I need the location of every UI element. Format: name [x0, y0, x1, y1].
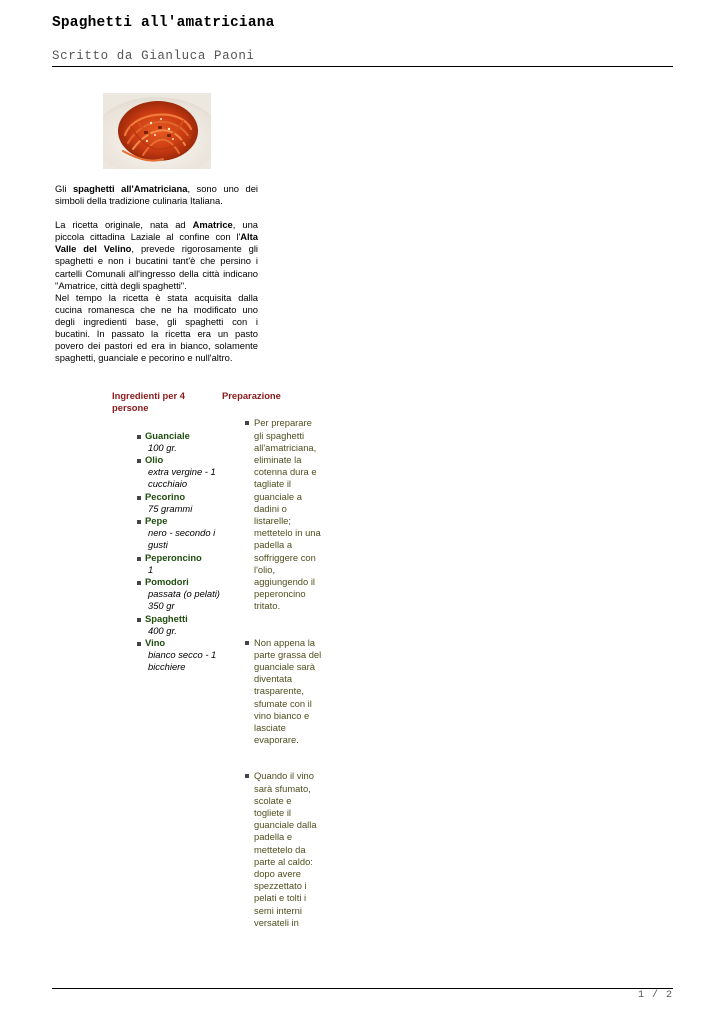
ingredient-name: Spaghetti [145, 612, 188, 624]
ingredient-item [112, 576, 222, 613]
ingredient-name: Peperoncino [145, 551, 202, 563]
bullet-square-icon [137, 520, 141, 524]
spaghetti-photo [103, 93, 211, 169]
author-byline: Scritto da Gianluca Paoni [52, 49, 255, 63]
ingredient-name: Pecorino [145, 490, 186, 502]
bullet-square-icon [137, 435, 141, 439]
ingredient-name: Guanciale [145, 429, 190, 441]
ingredient-item [112, 430, 222, 454]
ingredient-item [112, 454, 222, 491]
intro-paragraph-1 [55, 183, 258, 207]
preparation-step-text: Quando il vino sarà sfumato, scolate e togliete il guanciale dalla padella e mettetelo da parte al caldo: dopo avere spezzettato i pelati e tolti i semi interni versateli in [254, 770, 317, 928]
bullet-square-icon [245, 774, 249, 778]
bullet-square-icon [137, 496, 141, 500]
body-text: Nel tempo la ricetta è stata acquisita dalla cucina romanesca che ne ha modificato uno degli ingredienti base, gli spaghetti con i bucatini. In passato la ricetta era un pasto povero dei pastori ed era in bianco, solamente spaghetti, guanciale e pecorino e null'altro. [55, 291, 258, 364]
ingredient-quantity: extra vergine - 1 cucchiaio [148, 466, 216, 490]
bullet-square-icon [245, 421, 249, 425]
ingredient-name: Vino [145, 637, 166, 649]
ingredients-heading: Ingredienti per 4 persone [112, 390, 185, 414]
ingredient-quantity: passata (o pelati) 350 gr [148, 588, 220, 612]
ingredient-item [112, 515, 222, 552]
ingredient-name: Olio [145, 454, 164, 465]
body-text: , una piccola cittadina Laziale al confine con l' [55, 219, 259, 243]
ingredient-item [112, 637, 222, 674]
footer-divider [52, 988, 673, 989]
preparation-step-text: Non appena la parte grassa del guanciale sarà diventata trasparente, sfumate con il vino bianco e lasciate evaporare. [254, 636, 322, 746]
preparation-heading: Preparazione [222, 390, 281, 401]
ingredient-quantity: 1 [148, 563, 154, 575]
bullet-square-icon [137, 618, 141, 622]
ingredient-quantity: nero - secondo i gusti [148, 527, 216, 551]
bullet-square-icon [137, 557, 141, 561]
header-divider [52, 66, 673, 67]
bullet-square-icon [137, 642, 141, 646]
bullet-square-icon [137, 581, 141, 585]
page-number: 1 / 2 [637, 990, 673, 1001]
body-text: , sono uno dei simboli della tradizione culinaria Italiana. [55, 183, 258, 207]
body-text: Gli [55, 183, 73, 194]
ingredient-name: Pomodori [145, 576, 189, 588]
ingredients-section [112, 390, 222, 674]
intro-text [55, 183, 258, 364]
ingredient-quantity: 100 gr. [148, 441, 177, 453]
ingredient-quantity: 400 gr. [148, 624, 177, 636]
bullet-square-icon [245, 641, 249, 645]
page-title: Spaghetti all'amatriciana [52, 15, 275, 31]
preparation-steps [222, 417, 332, 929]
preparation-step [222, 637, 322, 747]
preparation-step [222, 770, 322, 929]
preparation-step [222, 417, 322, 612]
ingredient-quantity: bianco secco - 1 bicchiere [148, 649, 217, 673]
emphasis-text: Alta Valle del Velino [55, 231, 258, 255]
bullet-square-icon [137, 459, 141, 463]
intro-paragraph-3 [55, 292, 258, 365]
emphasis-text: spaghetti all'Amatriciana [72, 183, 188, 194]
ingredient-item [112, 613, 222, 637]
emphasis-text: Amatrice [192, 219, 233, 231]
ingredient-name: Pepe [145, 515, 168, 527]
ingredient-quantity: 75 grammi [148, 502, 193, 514]
preparation-section [222, 390, 332, 929]
ingredients-list [112, 430, 222, 674]
body-text: La ricetta originale, nata ad [55, 219, 193, 231]
body-text: , prevede rigorosamente gli spaghetti e non i bucatini tant'è che persino i cartelli Comunali all'ingresso della città indicano "Amatrice, città degli spaghetti". [55, 243, 258, 291]
intro-paragraph-2 [55, 219, 258, 292]
preparation-step-text: Per preparare gli spaghetti all'amatriciana, eliminate la cotenna dura e tagliate il guanciale a dadini o listarelle; mettetelo in una padella a soffriggere con l'olio, aggiungendo il peperoncino tritato. [254, 417, 321, 612]
ingredient-item [112, 552, 222, 576]
ingredient-item [112, 491, 222, 515]
